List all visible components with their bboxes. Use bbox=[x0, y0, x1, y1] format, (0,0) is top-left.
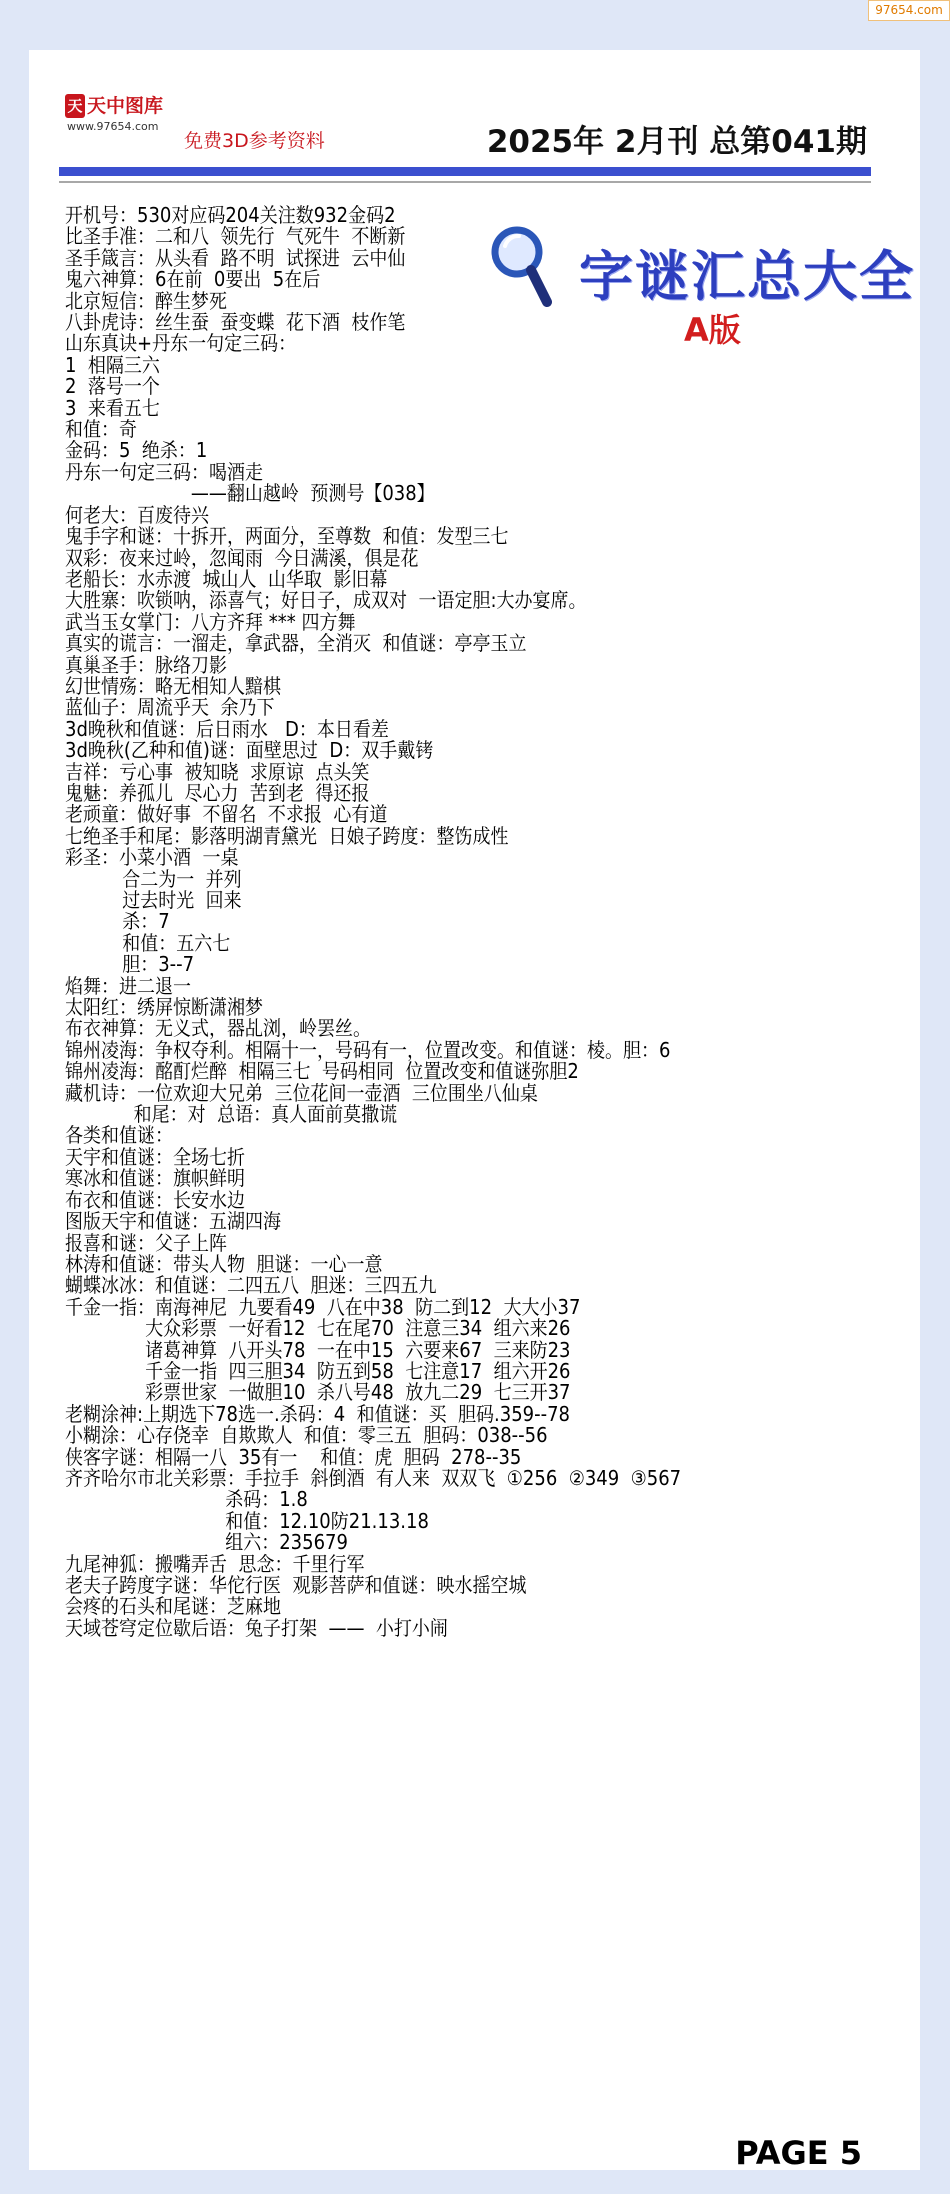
content-line: 胆：3--7 bbox=[65, 952, 195, 977]
content-line: 各类和值谜： bbox=[65, 1123, 173, 1148]
content-line: 杀：7 bbox=[65, 909, 170, 934]
document-page bbox=[29, 50, 920, 2170]
content-line: 3d晚秋和值谜：后日雨水 D：本日看差 bbox=[65, 716, 389, 741]
content-line: 何老大：百废待兴 bbox=[65, 502, 209, 527]
content-line: 老糊涂神:上期选下78选一.杀码：4 和值谜：买 胆码.359--78 bbox=[65, 1401, 571, 1426]
content-line: 过去时光 回来 bbox=[65, 888, 242, 912]
content-line: 彩圣：小菜小酒 一桌 bbox=[65, 845, 239, 870]
content-line: 开机号：530对应码204关注数932金码2 bbox=[65, 203, 396, 227]
content-line: 寒冰和值谜：旗帜鲜明 bbox=[65, 1166, 245, 1191]
content-line: 千金一指：南海神尼 九要看49 八在中38 防二到12 大大小37 bbox=[65, 1294, 581, 1319]
content-line: 北京短信：醉生梦死 bbox=[65, 288, 227, 313]
content-line: 3d晚秋(乙种和值)谜：面壁思过 D：双手戴铐 bbox=[65, 738, 434, 763]
content-line: 鬼六神算：6在前 0要出 5在后 bbox=[65, 267, 321, 292]
content-line: 1 相隔三六 bbox=[65, 352, 160, 377]
content-line: 双彩：夜来过岭，忽闻雨 今日满溪，俱是花 bbox=[65, 545, 419, 570]
headline-title: 字谜汇总大全 bbox=[579, 245, 915, 308]
content-line: 圣手箴言：从头看 路不明 试探进 云中仙 bbox=[65, 245, 406, 270]
page-number: PAGE 5 bbox=[735, 2134, 862, 2172]
content-line: 天宇和值谜：全场七折 bbox=[65, 1144, 245, 1169]
content-line: 2 落号一个 bbox=[65, 374, 160, 399]
content-line: 焰舞：进二退一 bbox=[65, 973, 191, 998]
content-line: 天域苍穹定位歇后语：兔子打架 —— 小打小闹 bbox=[65, 1615, 448, 1640]
content-line: 和尾：对 总语：真人面前莫撒谎 bbox=[65, 1102, 398, 1127]
header-rule bbox=[59, 167, 871, 176]
content-line: 鬼魅：养孤儿 尽心力 苦到老 得还报 bbox=[65, 780, 370, 805]
content-line: 3 来看五七 bbox=[65, 395, 160, 420]
content-line: 吉祥：亏心事 被知晓 求原谅 点头笑 bbox=[65, 759, 370, 784]
content-line: 金码：5 绝杀：1 bbox=[65, 438, 208, 463]
issue-info: 2025年 2月刊 总第041期 bbox=[486, 124, 867, 160]
content-line: 蓝仙子：周流乎天 余乃下 bbox=[65, 695, 275, 720]
content-line: 小糊涂：心存侥幸 自欺欺人 和值：零三五 胆码：038--56 bbox=[65, 1423, 548, 1448]
content-line: 藏机诗：一位欢迎大兄弟 三位花间一壶酒 三位围坐八仙桌 bbox=[65, 1080, 538, 1105]
content-line: 大众彩票 一好看12 七在尾70 注意三34 组六来26 bbox=[65, 1316, 571, 1341]
content-line: 会疼的石头和尾谜：芝麻地 bbox=[65, 1594, 281, 1619]
content-line: 幻世情殇：略无相知人黯棋 bbox=[65, 673, 281, 698]
brand-logo bbox=[65, 94, 175, 134]
content-line: 侠客字谜：相隔一八 35有一 和值：虎 胆码 278--35 bbox=[65, 1444, 522, 1469]
free-reference-label: 免费3D参考资料 bbox=[184, 130, 325, 152]
content-line: 老船长：水赤渡 城山人 山华取 影旧幕 bbox=[65, 566, 388, 591]
edition-label: A版 bbox=[684, 311, 741, 349]
content-line: 鬼手字和谜：十拆开，两面分，至尊数 和值：发型三七 bbox=[65, 524, 509, 549]
content-line: 七绝圣手和尾：影落明湖青黛光 日娘子跨度：整饬成性 bbox=[65, 823, 509, 848]
content-line: 布衣神算：无义式，器乩浏，岭罢丝。 bbox=[65, 1016, 371, 1041]
content-line: 锦州凌海：争权夺利。相隔十一，号码有一，位置改变。和值谜：棱。胆：6 bbox=[65, 1037, 671, 1062]
content-line: 和值：奇 bbox=[65, 417, 137, 442]
header-subrule bbox=[59, 181, 871, 183]
content-line: 杀码：1.8 bbox=[65, 1487, 308, 1512]
content-line: 报喜和谜：父子上阵 bbox=[65, 1230, 227, 1255]
content-line: 齐齐哈尔市北关彩票：手拉手 斜倒酒 有人来 双双飞 ①256 ②349 ③567 bbox=[65, 1465, 682, 1490]
content-line: 合二为一 并列 bbox=[65, 866, 242, 891]
content-line: 林涛和值谜：带头人物 胆谜：一心一意 bbox=[65, 1251, 383, 1276]
logo-text: 天中图库 bbox=[87, 95, 164, 117]
content-line: 武当玉女掌门：八方齐拜 *** 四方舞 bbox=[65, 609, 356, 634]
logo-url: www.97654.com bbox=[67, 120, 159, 133]
content-line: 诸葛神算 八开头78 一在中15 六要来67 三来防23 bbox=[65, 1337, 571, 1362]
content-line: 真巢圣手：脉络刀影 bbox=[65, 652, 227, 677]
logo-badge-icon: 天 bbox=[65, 94, 85, 118]
watermark: 97654.com bbox=[868, 0, 950, 21]
content-line: 和值：12.10防21.13.18 bbox=[65, 1508, 429, 1533]
content-line: ——翻山越岭 预测号【038】 bbox=[65, 481, 435, 506]
content-line: 八卦虎诗：丝生蚕 蚕变蝶 花下酒 枝作笔 bbox=[65, 310, 406, 335]
content-line: 彩票世家 一做胆10 杀八号48 放九二29 七三开37 bbox=[65, 1380, 571, 1405]
content-line: 锦州凌海：酩酊烂醉 相隔三七 号码相同 位置改变和值谜弥胆2 bbox=[65, 1059, 579, 1084]
content-line: 千金一指 四三胆34 防五到58 七注意17 组六开26 bbox=[65, 1358, 571, 1383]
content-line: 布衣和值谜：长安水边 bbox=[65, 1187, 245, 1212]
content-line: 丹东一句定三码：喝酒走 bbox=[65, 459, 263, 484]
content-line: 比圣手准：二和八 领先行 气死牛 不断新 bbox=[65, 224, 406, 249]
content-line: 大胜寨：吹锁呐，添喜气；好日子，成双对 一语定胆:大办宴席。 bbox=[65, 588, 587, 613]
content-line: 太阳红：绣屏惊断潇湘梦 bbox=[65, 995, 263, 1020]
content-line: 山东真诀+丹东一句定三码： bbox=[65, 331, 297, 356]
content-line: 老顽童：做好事 不留名 不求报 心有道 bbox=[65, 802, 388, 827]
riddle-content bbox=[65, 205, 865, 1639]
content-line: 真实的谎言：一溜走，拿武器，全消灭 和值谜：亭亭玉立 bbox=[65, 631, 527, 656]
content-line: 老夫子跨度字谜：华佗行医 观影菩萨和值谜：映水摇空城 bbox=[65, 1573, 527, 1597]
content-line: 九尾神狐：搬嘴弄舌 思念：千里行军 bbox=[65, 1551, 365, 1576]
content-line: 和值：五六七 bbox=[65, 930, 231, 955]
content-line: 组六：235679 bbox=[65, 1530, 348, 1555]
content-line: 图版天宇和值谜：五湖四海 bbox=[65, 1209, 281, 1234]
content-line: 蝴蝶冰冰：和值谜：二四五八 胆迷：三四五九 bbox=[65, 1273, 437, 1298]
